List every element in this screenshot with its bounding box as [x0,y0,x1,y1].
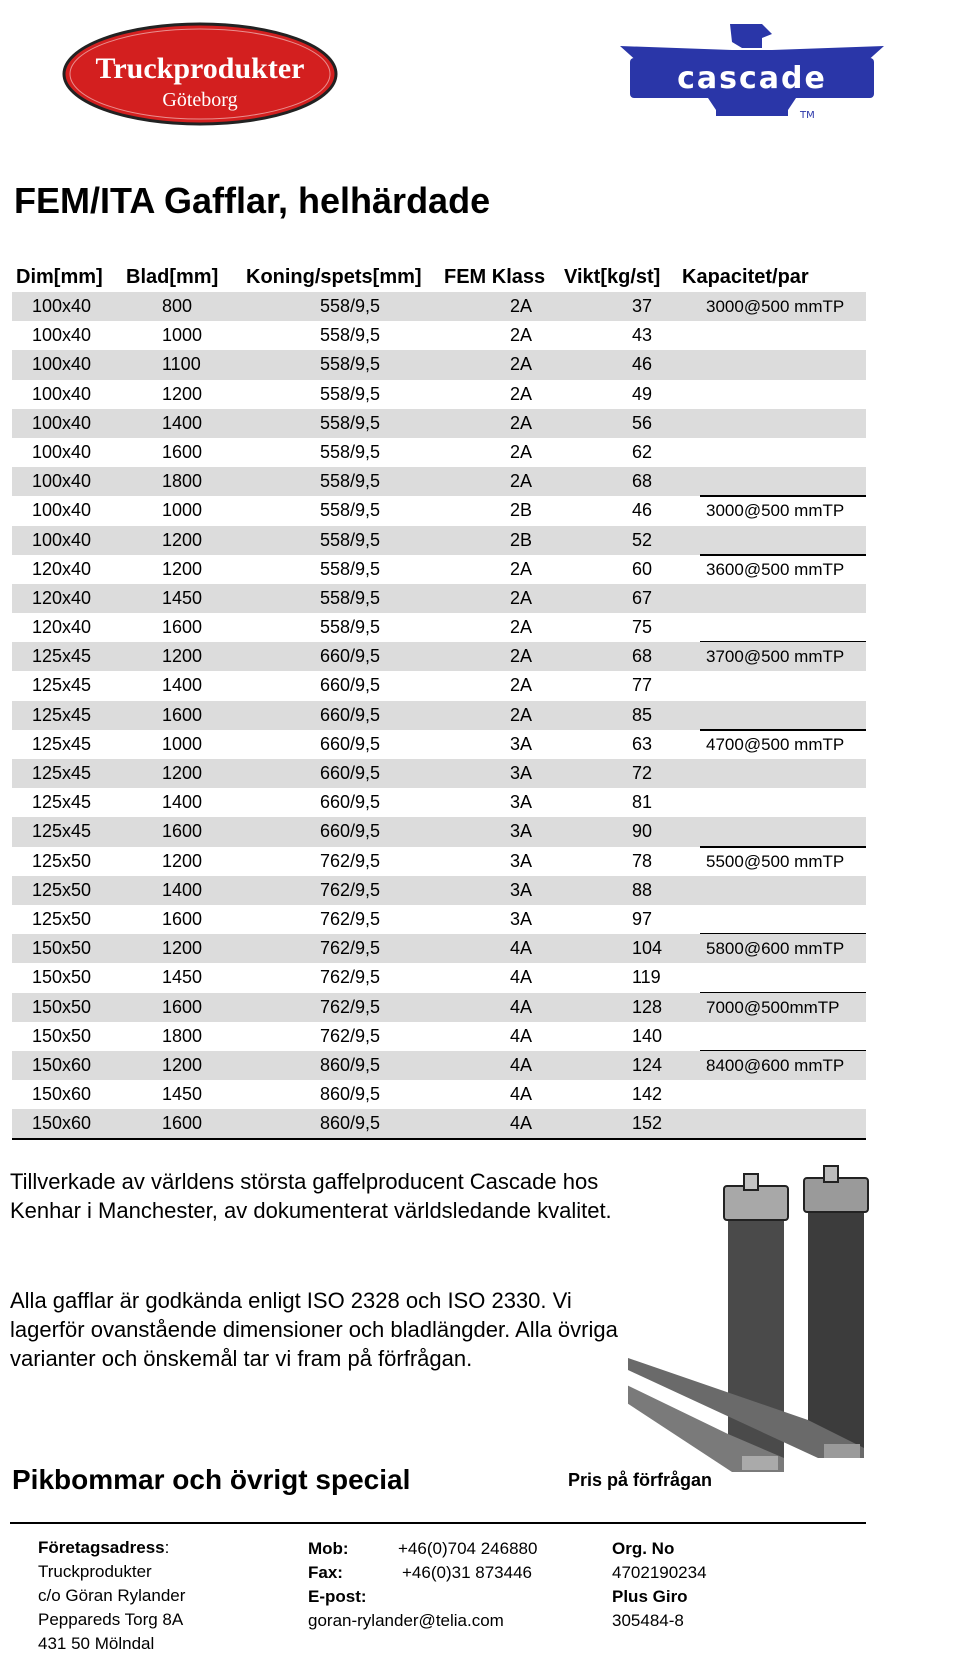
mob-value: +46(0)704 246880 [398,1539,538,1558]
address-line: 431 50 Mölndal [38,1634,155,1653]
cell-blad: 1200 [162,529,203,550]
cell-fem: 2A [510,296,533,316]
cell-vikt: 63 [632,733,653,754]
cell-blad: 1450 [162,1084,203,1105]
cell-vikt: 75 [632,617,653,638]
cell-kap: 4700@500 mmTP [706,734,845,754]
cell-kon: 558/9,5 [320,412,381,433]
cell-dim: 150x60 [32,1084,92,1105]
cell-kon: 558/9,5 [320,325,381,346]
cell-dim: 150x60 [32,1113,92,1134]
cell-fem: 2A [510,412,533,433]
cell-dim: 125x45 [32,704,92,725]
cell-vikt: 142 [632,1084,663,1105]
cell-dim: 125x45 [32,675,92,696]
giro-label: Plus Giro [612,1587,688,1606]
cell-blad: 1400 [162,675,203,696]
cell-dim: 150x50 [32,967,92,988]
cell-kon: 558/9,5 [320,354,381,375]
cell-kon: 660/9,5 [320,733,381,754]
cell-vikt: 88 [632,879,653,900]
cell-vikt: 37 [632,296,653,316]
cell-fem: 2A [510,704,533,725]
cell-kap: 3000@500 mmTP [706,297,845,316]
logo-main-text: Truckprodukter [95,52,305,85]
cell-vikt: 72 [632,763,653,783]
table-row [12,642,866,671]
cell-kon: 860/9,5 [320,1054,381,1075]
cell-kon: 660/9,5 [320,675,381,696]
cascade-text: cascade [677,61,827,96]
table-row [12,526,866,555]
cell-blad: 1200 [162,383,203,404]
org-label: Org. No [612,1539,675,1558]
cell-vikt: 68 [632,646,653,667]
cell-vikt: 85 [632,704,653,725]
footer-divider [10,1522,866,1524]
cell-kon: 558/9,5 [320,529,381,550]
cell-fem: 2A [510,617,533,638]
cell-kap: 8400@600 mmTP [706,1055,845,1075]
forks-table [12,262,866,1138]
cell-fem: 2A [510,354,533,375]
cell-blad: 1200 [162,763,203,783]
table-row [12,759,866,788]
table-row [12,321,866,350]
cell-dim: 150x60 [32,1054,92,1075]
table-row [12,292,866,321]
cell-vikt: 56 [632,412,653,433]
table-row [12,467,866,496]
cell-dim: 125x45 [32,733,92,754]
cell-kon: 558/9,5 [320,500,381,521]
cell-kon: 762/9,5 [320,967,381,988]
cell-dim: 150x50 [32,996,92,1017]
cell-blad: 1200 [162,1054,203,1075]
tm-text: TM [800,110,815,120]
forks-image [628,1158,928,1488]
cell-dim: 100x40 [32,296,92,316]
cell-kon: 762/9,5 [320,879,381,900]
cell-fem: 2A [510,587,533,608]
cell-dim: 125x45 [32,821,92,842]
cell-blad: 1100 [162,354,201,375]
cell-dim: 100x40 [32,471,92,492]
table-body [12,292,866,1138]
cell-vikt: 46 [632,354,653,375]
cell-vikt: 62 [632,441,653,462]
header-dim: Dim[mm] [16,266,103,288]
cell-fem: 2A [510,471,533,492]
cell-blad: 1200 [162,558,203,579]
cell-fem: 3A [510,733,533,754]
cell-fem: 3A [510,850,533,871]
cell-vikt: 140 [632,1025,663,1046]
cell-fem: 4A [510,1054,533,1075]
cell-kon: 660/9,5 [320,821,381,842]
table-row [12,671,866,700]
cell-dim: 125x45 [32,646,92,667]
address-line: Peppareds Torg 8A [38,1610,184,1629]
cell-dim: 150x50 [32,1025,92,1046]
cell-blad: 1400 [162,412,203,433]
header-koning: Koning/spets[mm] [246,266,422,288]
cell-vikt: 49 [632,383,653,404]
table-row [12,788,866,817]
cell-fem: 2A [510,675,533,696]
cell-blad: 1600 [162,908,203,929]
address-colon: : [164,1538,170,1557]
cell-vikt: 78 [632,850,653,871]
table-row [12,876,866,905]
cell-dim: 120x40 [32,617,92,638]
org-value: 4702190234 [612,1563,707,1582]
cell-dim: 125x50 [32,908,92,929]
table-row [12,1109,866,1138]
cell-vikt: 60 [632,558,653,579]
cell-dim: 120x40 [32,587,92,608]
cell-kap: 5800@600 mmTP [706,939,845,959]
cell-fem: 3A [510,792,533,813]
cell-dim: 100x40 [32,325,92,346]
logo-sub-text: Göteborg [162,89,238,111]
table-row [12,438,866,467]
table-row [12,993,866,1022]
cell-dim: 100x40 [32,383,92,404]
mob-label: Mob: [308,1539,349,1558]
cell-vikt: 43 [632,325,653,346]
cell-blad: 1000 [162,733,203,754]
cell-dim: 100x40 [32,500,92,521]
cell-kon: 558/9,5 [320,441,381,462]
table-row [12,555,866,584]
cell-kon: 660/9,5 [320,646,381,667]
price-note: Pris på förfrågan [568,1470,713,1490]
header-fem: FEM Klass [444,266,546,288]
cell-kap: 3600@500 mmTP [706,559,845,579]
cell-fem: 2A [510,383,533,404]
cell-vikt: 152 [632,1113,663,1134]
table-row [12,847,866,876]
cell-kon: 860/9,5 [320,1084,381,1105]
fax-value: +46(0)31 873446 [402,1563,532,1582]
cell-kap: 7000@500mmTP [706,997,840,1017]
address-line: Truckprodukter [38,1562,152,1581]
cell-vikt: 124 [632,1054,663,1075]
cell-dim: 100x40 [32,529,92,550]
table-row [12,905,866,934]
cell-blad: 1600 [162,441,203,462]
cell-dim: 125x50 [32,879,92,900]
cell-blad: 1600 [162,704,203,725]
cell-vikt: 104 [632,938,663,959]
table-bottom-rule [12,1138,866,1140]
cell-vikt: 52 [632,529,653,550]
cell-dim: 125x45 [32,763,92,783]
cell-fem: 2A [510,441,533,462]
cell-kon: 762/9,5 [320,1025,381,1046]
cell-blad: 1450 [162,967,203,988]
cell-kon: 558/9,5 [320,587,381,608]
cell-fem: 4A [510,996,533,1017]
cell-fem: 2B [510,529,533,550]
cell-vikt: 77 [632,675,653,696]
giro-value: 305484-8 [612,1611,684,1630]
cell-blad: 800 [162,296,193,316]
cell-blad: 1600 [162,821,203,842]
cell-fem: 2A [510,558,533,579]
cascade-logo [612,18,892,120]
cell-kon: 762/9,5 [320,850,381,871]
email-label: E-post: [308,1587,367,1606]
cell-kon: 558/9,5 [320,471,381,492]
header-vikt: Vikt[kg/st] [564,266,661,288]
cell-kon: 860/9,5 [320,1113,381,1134]
cell-blad: 1200 [162,646,203,667]
cell-dim: 100x40 [32,412,92,433]
header-kapacitet: Kapacitet/par [682,266,809,288]
fax-label: Fax: [308,1563,343,1582]
cell-kap: 3700@500 mmTP [706,647,845,667]
table-row [12,1022,866,1051]
table-row [12,963,866,992]
cell-kon: 762/9,5 [320,996,381,1017]
cell-fem: 4A [510,938,533,959]
cell-fem: 2A [510,325,533,346]
cell-kon: 762/9,5 [320,908,381,929]
cell-vikt: 119 [632,967,661,988]
table-row [12,730,866,759]
cell-blad: 1800 [162,471,203,492]
cell-blad: 1400 [162,792,203,813]
cell-blad: 1000 [162,500,203,521]
cell-blad: 1200 [162,850,203,871]
cell-dim: 120x40 [32,558,92,579]
cell-blad: 1450 [162,587,203,608]
cell-vikt: 128 [632,996,663,1017]
cell-kon: 660/9,5 [320,704,381,725]
table-row [12,350,866,379]
cell-blad: 1200 [162,938,203,959]
cell-fem: 2A [510,646,533,667]
cell-kon: 762/9,5 [320,938,381,959]
cell-fem: 4A [510,1084,533,1105]
table-row [12,584,866,613]
table-row [12,409,866,438]
address-label: Företagsadress [38,1538,165,1557]
cell-vikt: 90 [632,821,653,842]
cell-blad: 1400 [162,879,203,900]
table-row [12,701,866,730]
cell-kap: 3000@500 mmTP [706,501,845,521]
cell-fem: 3A [510,763,533,783]
table-row [12,380,866,409]
special-title: Pikbommar och övrigt special [12,1464,411,1495]
cell-blad: 1600 [162,1113,203,1134]
cell-fem: 4A [510,1025,533,1046]
cell-vikt: 68 [632,471,653,492]
table-row [12,613,866,642]
footer-contact [308,1537,537,1633]
cell-kon: 558/9,5 [320,558,381,579]
cell-kon: 558/9,5 [320,296,381,316]
cell-kon: 558/9,5 [320,617,381,638]
cell-dim: 150x50 [32,938,92,959]
table-row [12,817,866,846]
table-row [12,496,866,525]
cell-blad: 1600 [162,617,203,638]
stock-paragraph: Alla gafflar är godkända enligt ISO 2328 och ISO 2330. Vi lagerför ovanstående dimensioner och bladlängder. Alla övriga varianter och önskemål tar vi fram på förfrågan. [10,1288,618,1371]
cell-dim: 125x45 [32,792,92,813]
cell-dim: 100x40 [32,354,92,375]
footer-address [38,1536,185,1656]
cell-fem: 3A [510,879,533,900]
cell-fem: 3A [510,908,533,929]
cell-blad: 1000 [162,325,203,346]
cell-vikt: 67 [632,587,653,608]
cell-fem: 3A [510,821,533,842]
cell-vikt: 46 [632,500,653,521]
cell-kon: 558/9,5 [320,383,381,404]
footer-org [612,1537,707,1633]
table-row [12,1051,866,1080]
cell-kap: 5500@500 mmTP [706,851,845,871]
manufacturer-paragraph: Tillverkade av världens största gaffelproducent Cascade hos Kenhar i Manchester, av dokumenterat världsledande kvalitet. [10,1169,612,1223]
table-row [12,1080,866,1109]
cell-fem: 2B [510,500,533,521]
header-blad: Blad[mm] [126,266,219,288]
cell-blad: 1800 [162,1025,203,1046]
page-title: FEM/ITA Gafflar, helhärdade [14,180,491,221]
cell-dim: 125x50 [32,850,92,871]
email-value: goran-rylander@telia.com [308,1611,504,1630]
cell-kon: 660/9,5 [320,763,381,783]
cell-vikt: 81 [632,792,653,813]
cell-blad: 1600 [162,996,203,1017]
table-row [12,934,866,963]
address-line: c/o Göran Rylander [38,1586,186,1605]
cell-fem: 4A [510,1113,533,1134]
cell-vikt: 97 [632,908,653,929]
cell-dim: 100x40 [32,441,92,462]
cell-kon: 660/9,5 [320,792,381,813]
truckprodukter-logo [60,18,340,130]
table-header [12,262,866,292]
cell-fem: 4A [510,967,533,988]
